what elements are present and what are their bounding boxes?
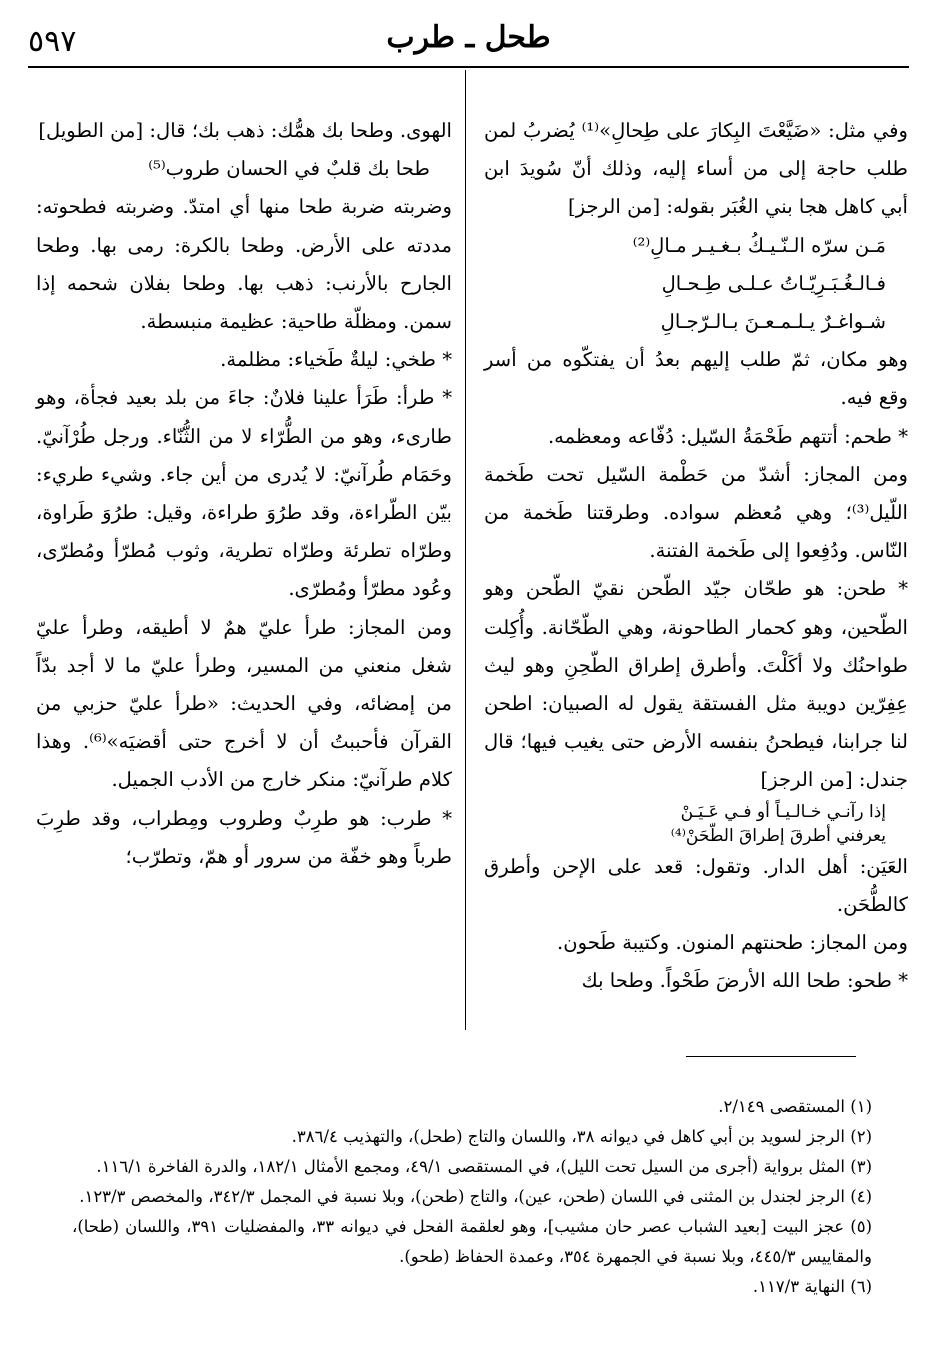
footnote: (٢) الرجز لسويد بن أبي كاهل في ديوانه ٣٨، واللسان والتاج (طحل)، والتهذيب ٣٨٦/٤. (291, 1127, 872, 1146)
page-title: طحل ـ طرب (386, 20, 551, 55)
paragraph: وضربته ضربة طحا منها أي امتدّ. وضربته فطحوته: مددته على الأرض. وطحا بالكرة: رمى بها. وطحا الجارح بالأرنب: ذهب بها. وطحا بفلان شحمه إذا سمن. ومظلّة طاحية: عظيمة منبسطة. (36, 195, 452, 334)
verse-line: يعرفني أطرقَ إطراقَ الطّحَنْ⁽⁴⁾ (670, 825, 886, 846)
entry-heading: * طرب: هو طرِبٌ وطروب ومِطراب، وقد طرِبَ طرباً وهو خفّة من سرور أو همّ، وتطرّب؛ (36, 806, 452, 868)
paragraph: وهو مكان، ثمّ طلب إليهم بعدُ أن يفتكّوه من أسر وقع فيه. (484, 348, 908, 410)
page-header (28, 18, 909, 62)
entry-heading: * طحن: هو طحّان جيّد الطّحن نقيّ الطّحن وهو الطّحين، وهو كحمار الطاحونة، وهي الطّحّانة. وأُكِلت طواحنُك ولا أكَلْتَ. وأطرق إطراق الطّحِنِ وهو ليث عِفِرّين دويبة مثل الفستقة يقول له الصبيان: اطحن لنا جرابنا، فيطحنُ بنفسه الأرض حتى يغيب فيها؛ قال جندل: [من الرجز] (484, 577, 908, 792)
paragraph: ومن المجاز: طحنتهم المنون. وكتيبة طَحون. (557, 931, 908, 955)
footnote: (٣) المثل برواية (أجرى من السيل تحت الليل)، في المستقصى ٤٩/١، ومجمع الأمثال ١٨٢/١، والدرة الفاخرة ١١٦/١. (96, 1157, 872, 1176)
entry-heading: * طخي: ليلةٌ طَخياء: مظلمة. (220, 348, 452, 372)
verse-line: فـالـغُـبَـرِيّـاتُ عـلـى طِـحـالِ (661, 271, 886, 295)
paragraph: ومن المجاز: طرأ عليّ همٌ لا أطيقه، وطرأ عليّ شغل منعني من المسير، وطرأ عليّ ما لا أجد بدّاً من إمضائه، وفي الحديث: «طرأ عليّ حزبي من القرآن فأحببتُ أن لا أخرج حتى أقضيَه»⁽⁶⁾. وهذا كلام طرآنيّ: منكر خارج من الأدب الجميل. (36, 615, 452, 792)
paragraph: العَيَن: أهل الدار. وتقول: قعد على الإحن وأطرق كالطُّحَن. (484, 854, 908, 916)
header-rule (28, 66, 909, 68)
footnote: (١) المستقصى ٢/١٤٩. (718, 1097, 872, 1116)
footnote-rule (686, 1056, 856, 1057)
verse-line: إذا رآنـي خـالـيـاً أو فـي عَـيَـنْ (680, 801, 886, 822)
paragraph: الهوى. وطحا بك همُّك: ذهب بك؛ قال: [من الطويل] (38, 119, 452, 142)
footnote: (٥) عجز البيت [بعيد الشباب عصر حان مشيب]، وهو لعلقمة الفحل في ديوانه ٣٣، والمفضليات ٣٩١، واللسان (طحا)، والمقاييس ٤٤٥/٣، وبلا نسبة في الجمهرة ٣٥٤، وعمدة الحفاظ (طحو). (72, 1217, 873, 1266)
footnote: (٤) الرجز لجندل بن المثنى في اللسان (طحن، عين)، والتاج (طحن)، وبلا نسبة في المجمل ٣٤٢/٣، والمخصص ١٢٣/٣. (79, 1187, 872, 1206)
footnote: (٦) النهاية ١١٧/٣. (752, 1277, 872, 1296)
entry-heading: * طحو: طحا الله الأرضَ طَحْواً. وطحا بك (581, 969, 908, 993)
column-divider (465, 70, 466, 1030)
verse-line: مَـن سرّه الـنّـيـكُ بـغـيـر مـالِ⁽²⁾ (632, 233, 886, 257)
verse-line: طحا بك قلبٌ في الحسان طروب⁽⁵⁾ (148, 157, 430, 181)
entry-heading: * طرأ: طَرَأ علينا فلانٌ: جاءَ من بلد بعيد فجأة، وهو طارىء، وهو من الطُّرّاء لا من الثُّنّاء. ورجل طُرْآنيّ. وحَمَام طُرآنيّ: لا يُدرى من أين جاء. وشيء طريء: بيّن الطّراءة، وقد طرُوَ طراءة، وقيل: طرُوَ طَراوة، وطرّاه تطرئة وطرّاه تطرية، وثوب مُطرّأ ومُطرّى، وعُود مطرّأ ومُطرّى. (36, 386, 452, 601)
paragraph: ومن المجاز: أشدّ من حَطْمة السّيل تحت طَخمة اللّيل⁽³⁾؛ وهي مُعظم سواده. وطرقتنا طَخمة من النّاس. ودُفِعوا إلى طَخمة الفتنة. (484, 462, 908, 563)
footnotes (72, 1092, 872, 1302)
left-column (36, 112, 452, 876)
page-number: ٥٩٧ (28, 24, 77, 59)
right-column (484, 112, 908, 1000)
entry-heading: * طحم: أتتهم طَحْمَةُ السّيل: دُفّاعه ومعظمه. (547, 424, 908, 448)
paragraph: وفي مثل: «ضَيَّعْتَ البِكارَ على طِحالِ»⁽¹⁾ يُضربُ لمن طلب حاجة إلى من أساء إليه، وذلك أنّ سُويدَ ابن أبي كاهل هجا بني الغُبَر بقوله: [من الرجز] (484, 119, 909, 219)
verse-line: شـواغـرٌ يـلـمـعـنَ بـالـرّجـالِ (660, 310, 886, 334)
